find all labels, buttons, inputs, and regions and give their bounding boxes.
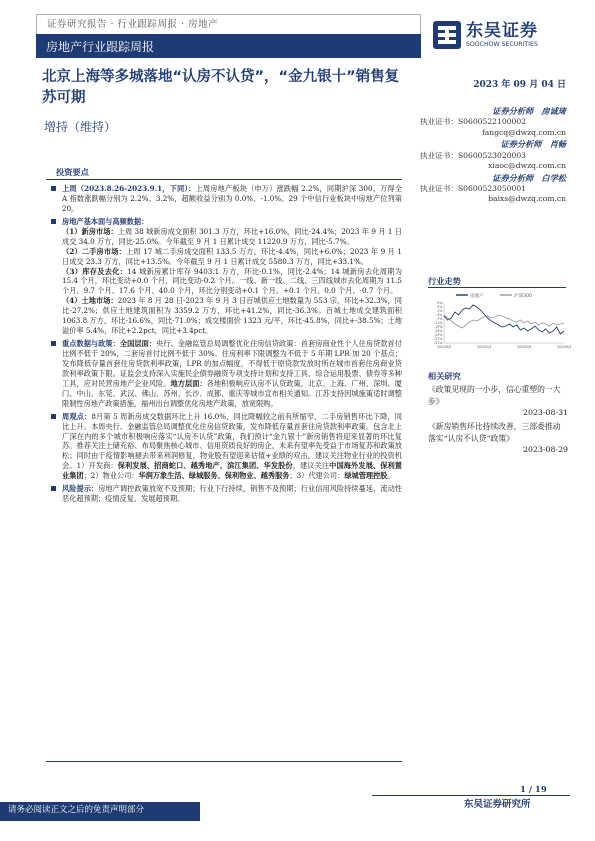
para-lead: 房地产基本面与高频数据： (62, 216, 149, 226)
analyst-title: 证券分析师 (492, 172, 534, 183)
analyst-cert: 执业证书：S0600523050001 (420, 183, 526, 193)
recommend-developers-2: 中国海外发展、保利置业集团 (62, 461, 402, 481)
para-text: ；2）物业公司： (83, 471, 139, 481)
rating: 增持（维持） (44, 120, 117, 134)
series-line (444, 305, 564, 334)
related-item-date: 2023-08-31 (523, 408, 568, 418)
analyst-title: 证券分析师 (492, 106, 534, 116)
para-weekly-view (50, 412, 402, 482)
sub-text: 上周 38 城新房成交面积 301.3 万方，环比+16.0%，同比-24.4%；2023 年 9 月 1 日成交 34.0 万方，同比-25.0%。今年截至 9 月 1 日累计成交 11220.9 万方，同比-5.7%。 (62, 226, 402, 246)
page-number: 1 / 19 (520, 785, 547, 795)
sub-lead: （3）库存及去化： (62, 266, 128, 276)
recommend-developers: 保利发展、招商蛇口、越秀地产、滨江集团、华发股份 (117, 461, 293, 471)
y-tick-label: 1% (437, 309, 443, 314)
bullet-icon (51, 486, 56, 491)
para-text: 。 (387, 471, 395, 481)
sub-lead: 地方层面： (170, 378, 207, 388)
sub-lead: （2）二手房市场： (62, 246, 126, 256)
para-lead: 上周（2023.8.26-2023.9.1，下同）： (62, 184, 196, 193)
brand-name-cn: 东吴证券 (466, 21, 538, 41)
analyst-email[interactable]: baixs@dwzq.com.cn (488, 194, 566, 204)
divider (46, 761, 402, 762)
sub-text: 上周 17 城二手房成交面积 133.5 万方，环比-4.4%，同比+6.0%；2023 年 9 月 1 日成交 23.3 万方，同比+13.5%。今年截至 9 月 1 日累计成交 5580.3 万方，同比+33.1%。 (62, 246, 402, 266)
y-tick-label: -11% (433, 321, 443, 326)
y-tick-label: -31% (433, 341, 443, 346)
y-tick-label: -3% (435, 313, 443, 318)
analyst-1 (420, 106, 566, 138)
sub-text: 14 城新房累计库存 9403.1 万方，环比-0.1%，同比-2.4%；14 城新房去化周期为 15.4 个月，环比变动+0.0 个月，同比变动-0.2 个月。一线、新一线、二线、三四线城市去化周期为 11.5 个月、9.7 个月、17.6 个月、40.0 个月，环比分别变动+0.1 个月、+0.1 个月、0.0 个月、-0.7 个月。 (62, 266, 402, 296)
related-item-title[interactable]: 《政策见现的一小步，信心重塑的一大步》 (428, 385, 561, 406)
analyst-cert: 执业证书：S0600522100002 (420, 117, 526, 127)
brand-logo (432, 20, 572, 56)
breadcrumb-bar (36, 14, 421, 34)
y-tick-label: -27% (433, 337, 443, 342)
para-policy (50, 339, 402, 409)
x-tick-label: 2022/9/5 (436, 345, 452, 349)
y-tick-label: -19% (433, 329, 443, 334)
para-text: ，建议关注 (292, 461, 330, 471)
sub-lead: （4）土地市场： (62, 296, 118, 306)
related-research-list (428, 384, 568, 458)
para-lead: 周观点： (62, 411, 92, 421)
disclaimer-text: 请务必阅读正文之后的免责声明部分 (8, 805, 145, 815)
para-lead: 重点数据与政策： (62, 339, 120, 349)
y-tick-label: -7% (435, 317, 443, 322)
para-text: ；3）代建公司： (289, 471, 345, 481)
x-tick-label: 2023/1/4 (476, 345, 492, 349)
analyst-title: 证券分析师 (500, 139, 542, 150)
key-points-heading: 投资要点 (56, 167, 89, 177)
sub-text: 央行、金融监管总局调整优化住房信贷政策：首套房商业性个人住房贷款首付比例不低于 20%，二套房首付比例不低于 30%。住房利率下限调整为不低于 5 年期 LPR 加 20 个基点；发布降低存量首套住房贷款利率政策，LPR 的加点幅度，不得低于原贷款发放时所在城市首套住房商业贷款利率政策下限。证监会支持深入实施民企债券融资专项支持计划和支持工具，综合运用股票、债券等多种工具，应对民营房地产企业风险。 (62, 339, 402, 388)
recommend-agent: 绿城管理控股 (344, 471, 388, 481)
para-text: 8月第 5 周新房成交数据环比上升 16.0%，同比降幅较之前有所缩窄，二手房销售环比下降，同比上升。本周央行、金融监管总局调整优化住房信贷政策，发布降低存量首套住房贷款利率政策。包含北上广深在内的多个城市积极响应落实“认房不认贷”政策，我们预计“金九银十”新房销售将迎来显著的环比复苏。推荐关注土储充裕、布局聚焦核心城市、信用资质良好的房企，未来有望率先受益于市场复苏和政策放松；同时由于疫情影响褪去带来利润修复，物业股有望迎来估值+业绩的双击，建议关注物业行业的投资机会。1）开发商： (62, 411, 402, 471)
analyst-name: 白学松 (541, 172, 566, 183)
legend-label: 房地产 (470, 294, 484, 299)
footer-org: 东吴证券研究所 (464, 799, 531, 810)
bullet-icon (51, 341, 56, 346)
y-tick-label: 5% (437, 305, 443, 310)
divider (46, 179, 402, 180)
disclaimer-bar (0, 802, 200, 821)
bullet-icon (51, 219, 56, 224)
sub-text: 2023 年 8 月 28 日-2023 年 9 月 3 日百城供应土地数量为 553 宗，环比+32.3%，同比-27.2%；供应土地建筑面积为 3359.2 万方，环比+41.2%，同比-36.3%。百城土地成交建筑面积 1063.8 万方，环比-16.6%，同比-71.0%；成交楼面价 1323 元/平，环比-45.8%，同比+-38.5%；土地溢价率 5.4%，环比+2.2pct，同比+3.4pct。 (62, 296, 402, 336)
legend-label: 沪深300 (514, 294, 532, 299)
y-tick-label: -23% (433, 333, 443, 338)
sub-lead: 全国层面： (119, 339, 157, 349)
analyst-name: 肖畅 (549, 139, 566, 150)
para-risk (50, 484, 402, 504)
related-item-title[interactable]: 《新房销售环比持续改善，三部委推动落实“认房不认贷”政策》 (428, 422, 561, 443)
x-tick-label: 2023/5/6 (516, 345, 532, 349)
brand-mark-icon (432, 20, 462, 50)
recommend-property-mgmt: 华润万象生活、绿城服务、保利物业、越秀服务 (138, 471, 290, 481)
key-points-body (50, 184, 402, 507)
sub-lead: （1）新房市场： (62, 226, 118, 236)
banner-title: 房地产行业跟踪周报 (46, 40, 155, 54)
analyst-cert: 执业证书：S0600523020003 (420, 150, 526, 160)
para-lead: 风险提示： (62, 484, 99, 494)
x-tick-label: 2023/9/4 (556, 345, 572, 349)
breadcrumb: 证券研究报告 · 行业跟踪周报 · 房地产 (47, 19, 219, 30)
sub-text: 各地积极响应认房不认贷政策，北京、上海、广州、深圳、厦门、中山、东莞、武汉、佛山、苏州、长沙、成都、重庆等城市宣布相关通知。江苏支持因城施策适时调整限制性房地产政策措施，福州出台调整优化房地产政策，放宽限购。 (62, 378, 402, 408)
analyst-email[interactable]: xiaoc@dwzq.com.cn (488, 161, 566, 171)
report-title: 北京上海等多城落地“认房不认贷”，“金九银十”销售复苏可期 (42, 69, 400, 106)
report-date: 2023 年 09 月 04 日 (473, 80, 566, 90)
analyst-list (420, 106, 566, 206)
bullet-icon (51, 414, 56, 419)
y-tick-label: -15% (433, 325, 443, 330)
divider (428, 287, 566, 288)
bullet-icon (51, 186, 56, 191)
para-last-week (50, 184, 402, 214)
trend-heading: 行业走势 (428, 276, 461, 286)
brand-name-en: SOOCHOW SECURITIES (466, 41, 538, 48)
para-fundamentals (50, 217, 402, 336)
related-heading: 相关研究 (428, 371, 461, 381)
para-text: 上周房地产板块（申万）涨跌幅 2.2%，同期沪深 300、万得全 A 指数涨跌幅分别为 2.2%、3.2%，超额收益分别为 0.0%、-1.0%。29 个中信行业板块中房地产位列第 20。 (62, 184, 402, 213)
divider (372, 795, 570, 796)
analyst-3 (420, 173, 566, 205)
report-type-banner (36, 34, 421, 58)
industry-trend-chart (426, 290, 572, 352)
analyst-name: 房诚琦 (541, 106, 566, 116)
para-text: 房地产调控政策放宽不及预期；行业下行持续，销售不及预期；行业信用风险持续蔓延，流动性恶化超预期；疫情反复、发展超预期。 (62, 484, 402, 504)
analyst-email[interactable]: fangcq@dwzq.com.cn (481, 127, 566, 137)
related-item-date: 2023-08-29 (523, 445, 568, 455)
y-tick-label: 9% (437, 301, 443, 306)
analyst-2 (420, 139, 566, 171)
